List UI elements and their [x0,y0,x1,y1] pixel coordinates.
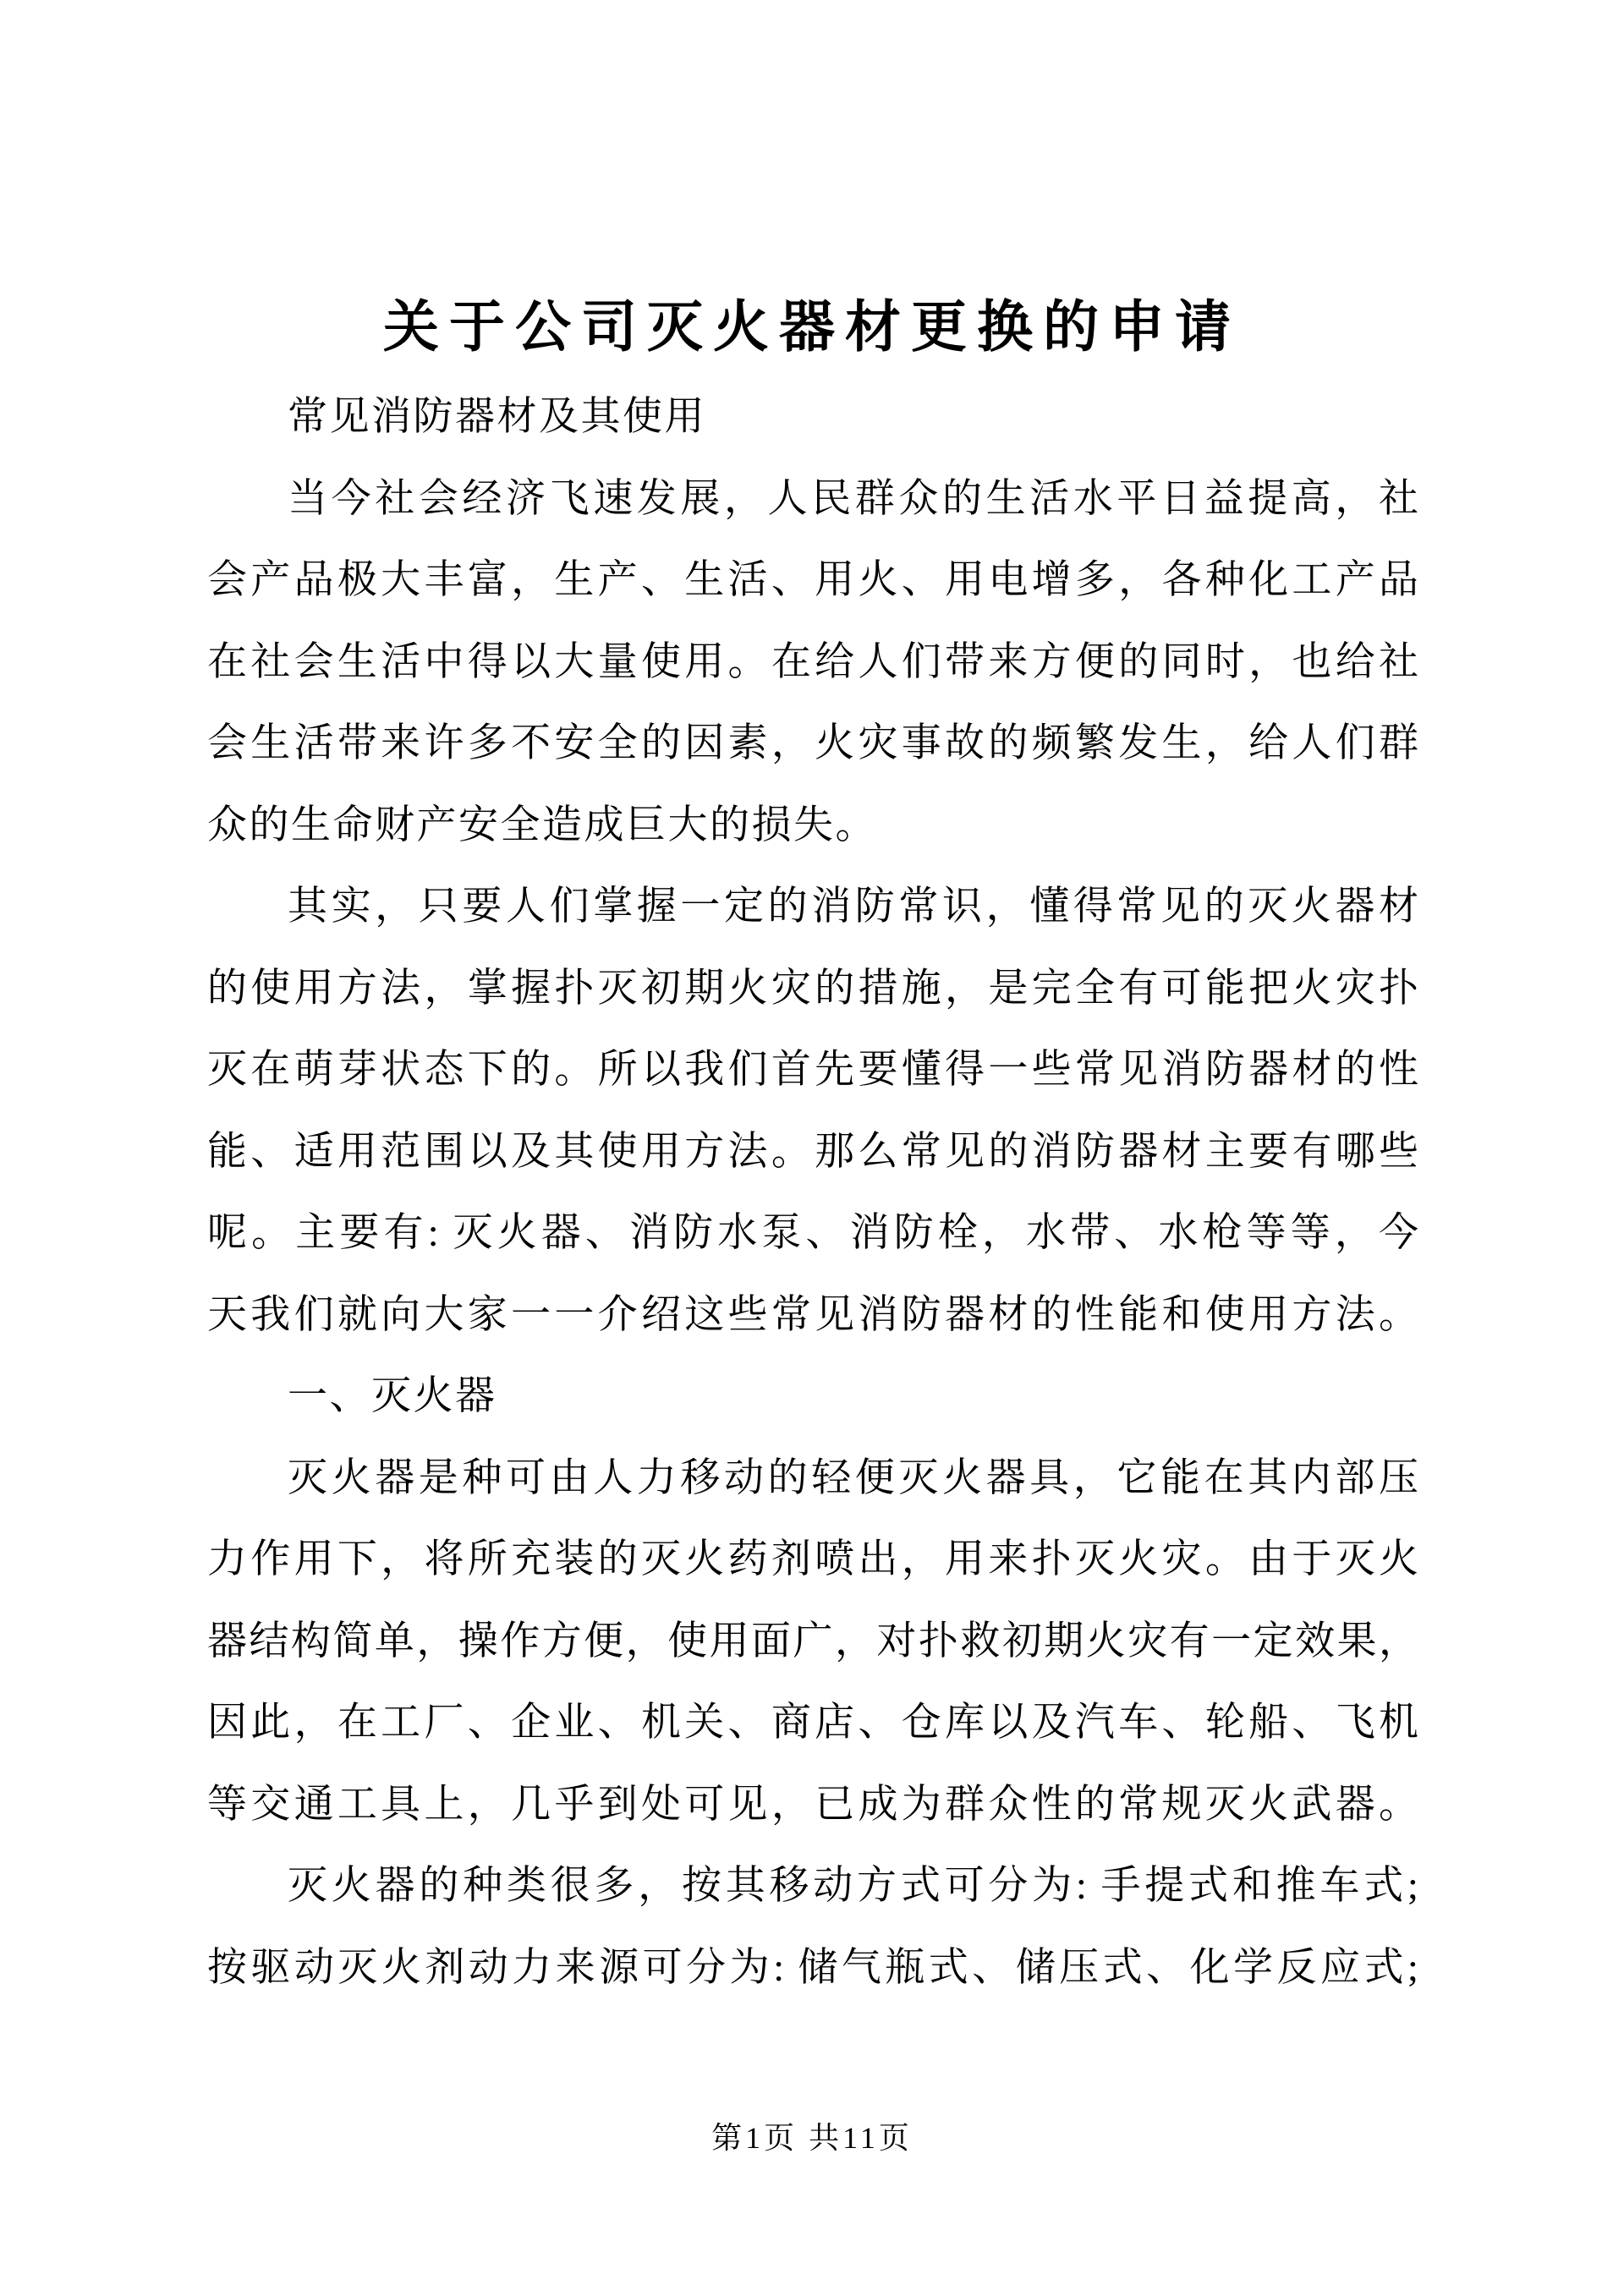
body-line: 其实，只要人们掌握一定的消防常识，懂得常见的灭火器材 [288,885,1418,929]
body-line: 等交通工具上，几乎到处可见，已成为群众性的常规灭火武器。 [207,1782,1418,1827]
body-line: 会生活带来许多不安全的因素，火灾事故的频繁发生，给人们群 [207,721,1418,765]
page-number-footer: 第1页 共11页 [711,2121,913,2155]
body-line: 力作用下，将所充装的灭火药剂喷出，用来扑灭火灾。由于灭火 [207,1537,1418,1581]
body-line: 呢。主要有: 灭火器、消防水泵、消防栓，水带、水枪等等，今 [207,1211,1418,1255]
document-title: 关于公司灭火器材更换的申请 [383,297,1241,359]
body-line: 众的生命财产安全造成巨大的损失。 [207,803,877,847]
body-line: 器结构简单，操作方便，使用面广，对扑救初期火灾有一定效果， [207,1619,1418,1663]
body-line: 灭火器是种可由人力移动的轻便灭火器具，它能在其内部压 [288,1455,1418,1500]
body-line: 一、灭火器 [288,1374,497,1418]
body-line: 因此，在工厂、企业、机关、商店、仓库以及汽车、轮船、飞机 [207,1701,1418,1745]
body-line: 常见消防器材及其使用 [288,395,706,439]
body-line: 能、适用范围以及其使用方法。那么常见的消防器材主要有哪些 [207,1129,1418,1174]
body-line: 在社会生活中得以大量使用。在给人们带来方便的同时，也给社 [207,639,1418,684]
body-line: 灭火器的种类很多，按其移动方式可分为: 手提式和推车式; [288,1864,1418,1908]
body-line: 按驱动灭火剂动力来源可分为: 储气瓶式、储压式、化学反应式; [207,1945,1418,1990]
document-body [207,376,1418,2008]
body-line: 的使用方法，掌握扑灭初期火灾的措施，是完全有可能把火灾扑 [207,966,1418,1011]
body-line: 灭在萌芽状态下的。所以我们首先要懂得一些常见消防器材的性 [207,1048,1418,1092]
body-line: 天我们就向大家一一介绍这些常见消防器材的性能和使用方法。 [207,1292,1418,1337]
body-line: 当今社会经济飞速发展，人民群众的生活水平日益提高，社 [288,476,1418,521]
body-line: 会产品极大丰富，生产、生活、用火、用电增多，各种化工产品 [207,558,1418,602]
